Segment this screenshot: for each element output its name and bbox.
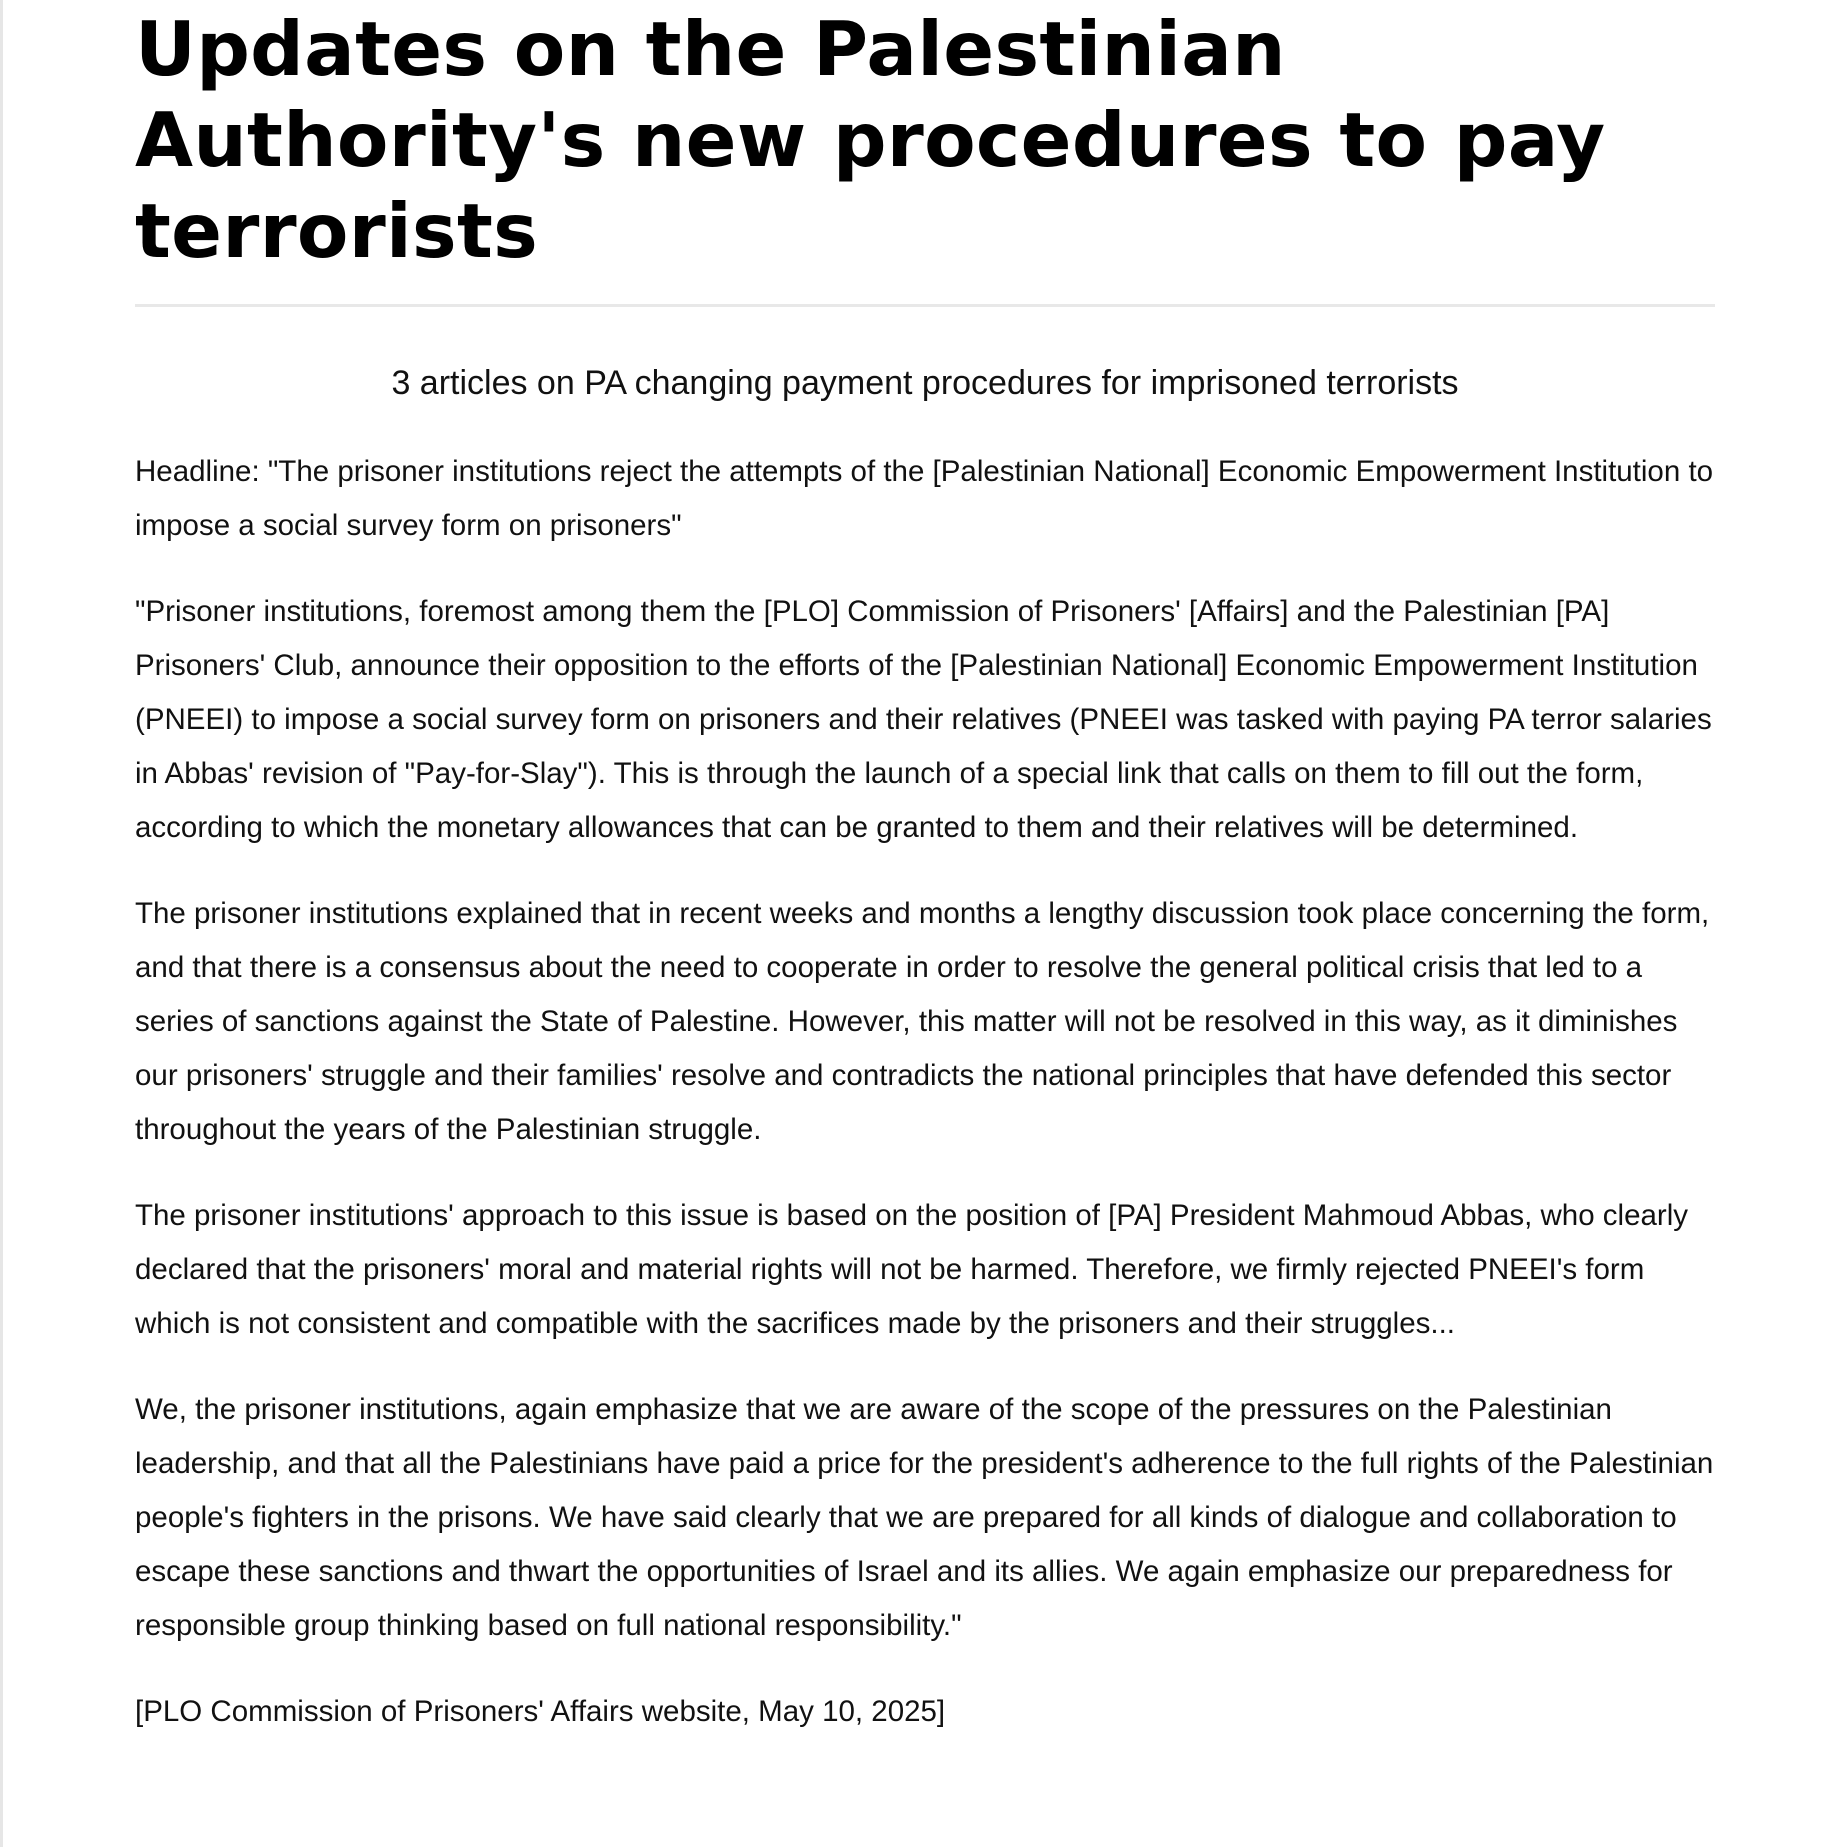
paragraph-approach: The prisoner institutions' approach to this issue is based on the position of [PA] President Mahmoud Abbas, who clearly declared that the prisoners' moral and material rights will not be harmed. Therefore, we firmly rejected PNEEI's form which is not consistent and compatible with the sacrifices made by the prisoners and their struggles... [135, 1199, 1689, 1340]
paragraph-quote-opening: "Prisoner institutions, foremost among them the [PLO] Commission of Prisoners' [Affairs] and the Palestinian [PA] Prisoners' Club, announce their opposition to the efforts of the [Palestinian National] Economic Empowerment Institution (PNEEI) to impose a social survey form on prisoners and their relatives (PNEEI was tasked with paying PA terror salaries in Abbas' revision of "Pay-for-Slay"). This is through the launch of a special link that calls on them to fill out the form, according to which the monetary allowances that can be granted to them and their relatives will be determined. [135, 595, 1712, 844]
article [135, 0, 1715, 1739]
page-title: Updates on the Palestinian Authority's new procedures to pay terrorists [135, 5, 1606, 275]
page-left-border [0, 0, 3, 1847]
title-divider [135, 304, 1715, 307]
paragraph-explanation: The prisoner institutions explained that in recent weeks and months a lengthy discussion took place concerning the form, and that there is a consensus about the need to cooperate in order to resolve the general political crisis that led to a series of sanctions against the State of Palestine. However, this matter will not be resolved in this way, as it diminishes our prisoners' struggle and their families' resolve and contradicts the national principles that have defended this sector throughout the years of the Palestinian struggle. [135, 897, 1710, 1146]
article-subtitle: 3 articles on PA changing payment procedures for imprisoned terrorists [391, 364, 1459, 402]
paragraph-emphasis: We, the prisoner institutions, again emphasize that we are aware of the scope of the pressures on the Palestinian leadership, and that all the Palestinians have paid a price for the president's adherence to the full rights of the Palestinian people's fighters in the prisons. We have said clearly that we are prepared for all kinds of dialogue and collaboration to escape these sanctions and thwart the opportunities of Israel and its allies. We again emphasize our preparedness for responsible group thinking based on full national responsibility." [135, 1393, 1714, 1642]
paragraph-headline: Headline: "The prisoner institutions reject the attempts of the [Palestinian National] Economic Empowerment Institution to impose a social survey form on prisoners" [135, 455, 1714, 542]
source-citation: [PLO Commission of Prisoners' Affairs website, May 10, 2025] [135, 1695, 946, 1728]
